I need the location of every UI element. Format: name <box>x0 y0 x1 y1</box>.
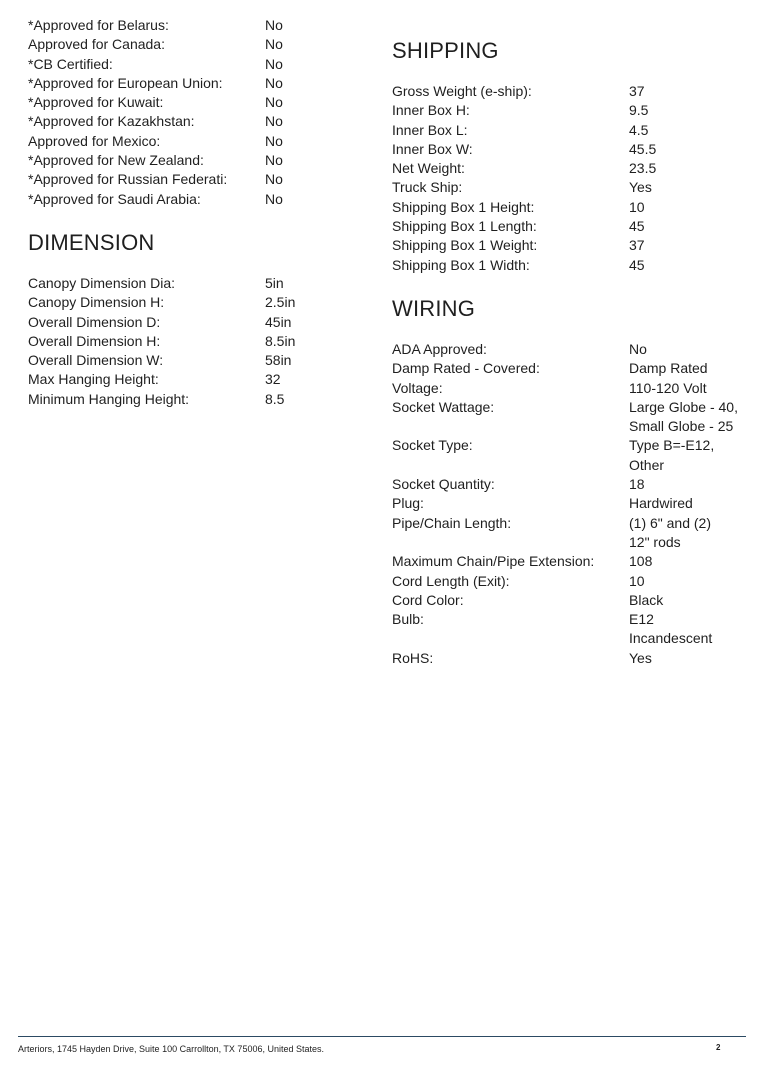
spec-row <box>28 293 358 312</box>
spec-row <box>392 256 752 275</box>
spec-row <box>392 121 752 140</box>
spec-value: No <box>265 36 283 53</box>
spec-label: Plug: <box>392 495 424 512</box>
footer-divider <box>18 1036 746 1037</box>
spec-label: Cord Length (Exit): <box>392 572 510 589</box>
spec-value: No <box>265 94 283 111</box>
spec-value: 108 <box>629 553 653 570</box>
spec-row <box>392 475 752 494</box>
spec-row <box>28 390 358 409</box>
spec-row <box>28 332 358 351</box>
spec-row <box>392 494 752 513</box>
spec-label: Approved for Mexico: <box>28 132 161 149</box>
spec-row <box>28 190 358 209</box>
spec-label: Pipe/Chain Length: <box>392 514 512 531</box>
spec-row <box>392 552 752 571</box>
spec-row <box>28 16 358 35</box>
spec-row <box>392 379 752 398</box>
spec-label: *Approved for Saudi Arabia: <box>28 190 201 207</box>
spec-value: No <box>265 152 283 169</box>
dimension-list <box>28 274 358 409</box>
spec-row <box>28 35 358 54</box>
left-column <box>28 0 358 409</box>
spec-label: *Approved for Belarus: <box>28 17 169 33</box>
spec-row <box>28 132 358 151</box>
shipping-list <box>392 82 752 275</box>
spec-label: Canopy Dimension Dia: <box>28 274 176 291</box>
spec-label: Shipping Box 1 Weight: <box>392 237 538 254</box>
spec-value: 4.5 <box>629 121 649 138</box>
spec-label: Socket Wattage: <box>392 398 495 415</box>
spec-row <box>28 112 358 131</box>
spec-value: (1) 6" and (2) 12" rods <box>629 514 712 550</box>
spec-row <box>28 351 358 370</box>
spec-value: Hardwired <box>629 495 693 512</box>
spec-value: 32 <box>265 371 281 388</box>
spec-label: Voltage: <box>392 379 443 396</box>
spec-label: Shipping Box 1 Width: <box>392 256 530 273</box>
spec-row <box>392 140 752 159</box>
footer-address: Arteriors, 1745 Hayden Drive, Suite 100 Carrollton, TX 75006, United States. <box>18 1044 324 1054</box>
spec-label: ADA Approved: <box>392 340 487 357</box>
spec-row <box>392 236 752 255</box>
spec-value: 5in <box>265 274 284 291</box>
spec-label: Damp Rated - Covered: <box>392 360 540 377</box>
spec-value: 110-120 Volt <box>629 379 707 396</box>
wiring-heading: WIRING <box>392 295 476 321</box>
spec-label: Truck Ship: <box>392 179 463 196</box>
wiring-list <box>392 340 752 668</box>
spec-value: No <box>265 190 283 207</box>
spec-value: 2.5in <box>265 294 296 311</box>
spec-label: *Approved for New Zealand: <box>28 152 204 169</box>
spec-label: Max Hanging Height: <box>28 371 159 388</box>
spec-row <box>392 514 752 553</box>
spec-label: Shipping Box 1 Length: <box>392 218 537 235</box>
spec-value: 18 <box>629 476 645 493</box>
spec-label: Minimum Hanging Height: <box>28 390 190 407</box>
spec-row <box>28 151 358 170</box>
spec-row <box>392 101 752 120</box>
spec-value: 58in <box>265 352 292 369</box>
spec-label: Gross Weight (e-ship): <box>392 83 532 99</box>
spec-value: E12 Incandescent <box>629 611 713 647</box>
spec-label: *CB Certified: <box>28 55 113 72</box>
spec-label: Maximum Chain/Pipe Extension: <box>392 553 595 570</box>
spec-row <box>392 610 752 649</box>
spec-value: Damp Rated <box>629 360 708 377</box>
dimension-heading: DIMENSION <box>28 229 155 255</box>
spec-row <box>28 370 358 389</box>
page-number: 2 <box>716 1043 721 1052</box>
spec-row <box>392 436 752 475</box>
shipping-heading: SHIPPING <box>392 38 499 63</box>
spec-value: No <box>629 340 647 357</box>
spec-row <box>28 74 358 93</box>
spec-value: Yes <box>629 649 652 666</box>
spec-value: 45.5 <box>629 140 657 157</box>
spec-label: Shipping Box 1 Height: <box>392 198 535 215</box>
spec-row <box>392 82 752 101</box>
spec-label: Inner Box L: <box>392 121 468 138</box>
spec-row <box>28 274 358 293</box>
spec-value: No <box>265 171 283 188</box>
spec-value: Black <box>629 591 664 608</box>
spec-row <box>392 340 752 359</box>
spec-value: Large Globe - 40, Small Globe - 25 <box>629 398 738 435</box>
spec-row <box>28 170 358 189</box>
spec-value: 9.5 <box>629 102 649 119</box>
spec-row <box>392 359 752 378</box>
spec-value: 23.5 <box>629 160 657 177</box>
spec-value: No <box>265 74 283 91</box>
spec-value: 8.5 <box>265 390 285 407</box>
spec-label: Socket Quantity: <box>392 476 495 493</box>
spec-value: 10 <box>629 198 645 215</box>
spec-label: Inner Box W: <box>392 140 473 157</box>
spec-value: 45in <box>265 313 292 330</box>
spec-label: *Approved for Kuwait: <box>28 94 164 111</box>
spec-label: Inner Box H: <box>392 102 470 119</box>
spec-row <box>28 93 358 112</box>
spec-row <box>28 313 358 332</box>
spec-value: 45 <box>629 256 645 273</box>
spec-row <box>392 398 752 437</box>
spec-value: 10 <box>629 572 645 589</box>
spec-label: Approved for Canada: <box>28 36 165 53</box>
spec-value: No <box>265 132 283 149</box>
spec-value: Type B=-E12, Other <box>629 437 715 473</box>
spec-label: Overall Dimension D: <box>28 313 161 330</box>
spec-value: 8.5in <box>265 332 296 349</box>
spec-label: Socket Type: <box>392 437 473 454</box>
spec-label: Bulb: <box>392 611 424 628</box>
spec-value: No <box>265 113 283 130</box>
spec-row <box>392 649 752 668</box>
spec-row <box>392 572 752 591</box>
spec-value: No <box>265 55 283 72</box>
spec-row <box>28 55 358 74</box>
spec-row <box>392 178 752 197</box>
spec-label: *Approved for Russian Federati: <box>28 171 228 188</box>
spec-label: *Approved for European Union: <box>28 74 223 91</box>
spec-label: Canopy Dimension H: <box>28 294 165 311</box>
approvals-list <box>28 0 358 209</box>
spec-label: Overall Dimension W: <box>28 352 164 369</box>
right-column <box>392 0 752 668</box>
spec-label: Cord Color: <box>392 591 464 608</box>
spec-label: Overall Dimension H: <box>28 332 161 349</box>
spec-row <box>392 159 752 178</box>
spec-value: 37 <box>629 237 645 254</box>
spec-label: Net Weight: <box>392 160 465 177</box>
spec-value: No <box>265 17 283 33</box>
spec-label: *Approved for Kazakhstan: <box>28 113 195 130</box>
spec-label: RoHS: <box>392 649 434 666</box>
spec-row <box>392 591 752 610</box>
spec-row <box>392 217 752 236</box>
spec-row <box>392 198 752 217</box>
spec-value: Yes <box>629 179 652 196</box>
spec-value: 37 <box>629 83 645 99</box>
spec-value: 45 <box>629 218 645 235</box>
